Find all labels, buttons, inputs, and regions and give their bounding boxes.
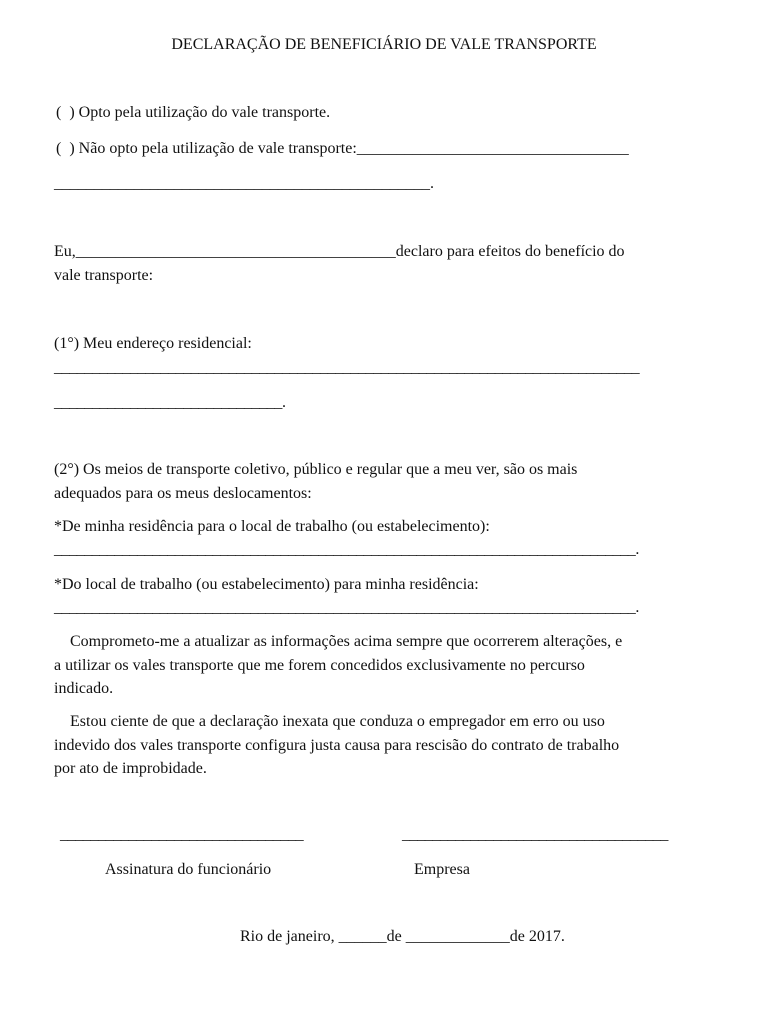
commitment-line-1: Comprometo-me a atualizar as informações acima sempre que ocorrerem alterações, e xyxy=(54,633,623,650)
signature-employee-label: Assinatura do funcionário xyxy=(105,861,272,878)
commitment-line-2: a utilizar os vales transporte que me forem concedidos exclusivamente no percurso xyxy=(54,657,585,674)
route-home-to-work-blank: _____________________________________________________________________________. xyxy=(54,541,639,558)
option-opt-in: ( ) Opto pela utilização do vale transporte. xyxy=(56,104,331,121)
route-work-to-home-label: *Do local de trabalho (ou estabelecimento) para minha residência: xyxy=(54,576,479,593)
signature-company-label: Empresa xyxy=(414,861,470,878)
awareness-line-1: Estou ciente de que a declaração inexata que conduza o empregador em erro ou uso xyxy=(54,713,605,730)
signature-employee-line: ________________________________ xyxy=(60,826,304,843)
commitment-line-3: indicado. xyxy=(54,680,114,697)
route-work-to-home-blank: _____________________________________________________________________________. xyxy=(54,599,639,616)
awareness-line-2: indevido dos vales transporte configura justa causa para rescisão do contrato de trabalho xyxy=(54,737,620,754)
item-1-label: (1°) Meu endereço residencial: xyxy=(54,335,252,352)
route-home-to-work-label: *De minha residência para o local de trabalho (ou estabelecimento): xyxy=(54,518,490,535)
option-opt-out-continuation: _______________________________________________. xyxy=(54,175,434,192)
option-opt-out: ( ) Não opto pela utilização de vale transporte:__________________________________ xyxy=(56,140,629,157)
item-2-line-1: (2°) Os meios de transporte coletivo, público e regular que a meu ver, são os mais xyxy=(54,461,578,478)
item-1-blank-2: ______________________________. xyxy=(54,394,286,411)
place-and-date: Rio de janeiro, ______de _____________de 2017. xyxy=(240,928,565,945)
declaration-line-1: Eu,________________________________________declaro para efeitos do benefício do xyxy=(54,243,625,260)
signature-company-line: ___________________________________ xyxy=(402,826,669,843)
document-title: DECLARAÇÃO DE BENEFICIÁRIO DE VALE TRANSPORTE xyxy=(171,36,597,53)
item-2-line-2: adequados para os meus deslocamentos: xyxy=(54,485,312,502)
awareness-line-3: por ato de improbidade. xyxy=(54,760,207,777)
item-1-blank-1: _____________________________________________________________________________ xyxy=(54,359,640,376)
declaration-line-2: vale transporte: xyxy=(54,267,154,284)
